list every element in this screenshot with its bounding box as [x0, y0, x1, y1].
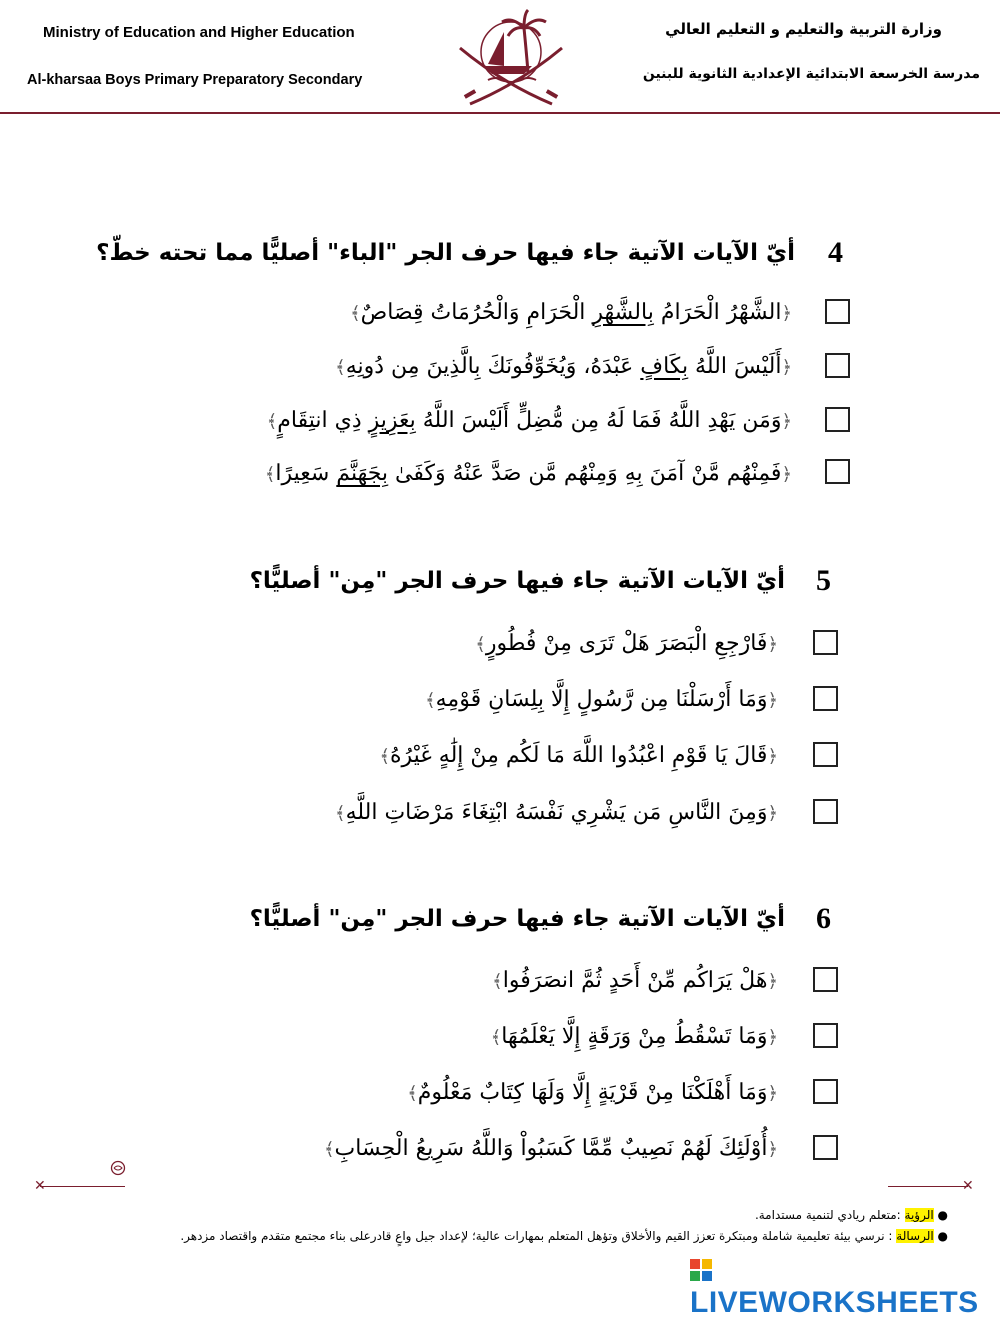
liveworksheets-logo[interactable]: LIVEWORKSHEETS [690, 1252, 1000, 1320]
q5-option-4-text: ﴿وَمِنَ النَّاسِ مَن يَشْرِي نَفْسَهُ ابْتِغَاءَ مَرْضَاتِ اللَّهِ﴾ [335, 800, 778, 825]
footer-ornament-left-icon: ✕ [34, 1178, 46, 1194]
ornament-open-icon: ﴿ [767, 1027, 778, 1048]
ornament-close-icon: ﴾ [335, 357, 346, 378]
footer-divider-right [888, 1186, 968, 1187]
ornament-close-icon: ﴾ [350, 303, 361, 324]
ornament-open-icon: ﴿ [767, 803, 778, 824]
ornament-open-icon: ﴿ [767, 1083, 778, 1104]
q4-option-2-text: ﴿أَلَيْسَ اللَّهُ بِكَافٍ عَبْدَهُ، وَيُخَوِّفُونَكَ بِالَّذِينَ مِن دُونِهِ﴾ [335, 354, 792, 379]
header-divider [0, 112, 1000, 114]
question-4-number: 4 [828, 236, 843, 269]
q4-option-3-checkbox[interactable] [825, 407, 850, 432]
ornament-open-icon: ﴿ [767, 1139, 778, 1160]
vision-label: الرؤية [904, 1208, 934, 1222]
ornament-open-icon: ﴿ [781, 357, 792, 378]
question-4-title: أيّ الآيات الآتية جاء فيها حرف الجر "الباء" أصليًّا مما تحته خطّ؟ [96, 240, 795, 266]
q6-option-4-text: ﴿أُوْلَئِكَ لَهُمْ نَصِيبٌ مِّمَّا كَسَبُواْ وَاللَّهُ سَرِيعُ الْحِسَابِ﴾ [324, 1136, 778, 1161]
q4-option-2-checkbox[interactable] [825, 353, 850, 378]
footer-ornament-right-icon: ✕ [962, 1178, 974, 1194]
q6-option-3-text: ﴿وَمَا أَهْلَكْنَا مِنْ قَرْيَةٍ إِلَّا وَلَهَا كِتَابٌ مَعْلُومٌ﴾ [407, 1080, 778, 1105]
ornament-open-icon: ﴿ [781, 464, 792, 485]
ornament-close-icon: ﴾ [475, 634, 486, 655]
ornament-open-icon: ﴿ [767, 746, 778, 767]
school-name-en: Al-kharsaa Boys Primary Preparatory Secondary [27, 72, 363, 88]
ornament-close-icon: ﴾ [324, 1139, 335, 1160]
q5-option-1-text: ﴿فَارْجِعِ الْبَصَرَ هَلْ تَرَى مِنْ فُطُورٍ﴾ [475, 631, 778, 656]
ornament-close-icon: ﴾ [407, 1083, 418, 1104]
school-name-ar: مدرسة الخرسعة الابتدائية الإعدادية الثانوية للبنين [642, 66, 980, 82]
ornament-close-icon: ﴾ [490, 1027, 502, 1048]
q4-option-4-text: ﴿فَمِنْهُم مَّنْ آمَنَ بِهِ وَمِنْهُم مَّن صَدَّ عَنْهُ وَكَفَىٰ بِجَهَنَّمَ سَعِيرًا﴾ [264, 461, 792, 486]
q4-option-3-text: ﴿وَمَن يَهْدِ اللَّهُ فَمَا لَهُ مِن مُّضِلٍّ أَلَيْسَ اللَّهُ بِعَزِيزٍ ذِي انتِقَامٍ﴾ [266, 408, 792, 433]
q5-option-3-checkbox[interactable] [813, 742, 838, 767]
question-5-number: 5 [816, 564, 831, 597]
question-6-number: 6 [816, 902, 831, 935]
question-5-title: أيّ الآيات الآتية جاء فيها حرف الجر "مِن" أصليًّا؟ [249, 568, 785, 594]
q6-option-2-checkbox[interactable] [813, 1023, 838, 1048]
ornament-open-icon: ﴿ [767, 971, 778, 992]
ornament-close-icon: ﴾ [425, 690, 436, 711]
ornament-open-icon: ﴿ [781, 303, 792, 324]
mission-statement: ● الرسالة : نرسي بيئة تعليمية شاملة ومبتكرة تعزز القيم والأخلاق وتؤهل المتعلم بمهارات عالية؛ لإعداد جيل واعٍ قادرعلى بناء مجتمع متقدم واقتصاد مزدهر. [180, 1229, 948, 1243]
vision-statement: ● الرؤية :متعلم ريادي لتنمية مستدامة. [754, 1208, 948, 1222]
ornament-close-icon: ﴾ [379, 746, 390, 767]
q4-option-1-text: ﴿الشَّهْرُ الْحَرَامُ بِالشَّهْرِ الْحَرَامِ وَالْحُرُمَاتُ قِصَاصٌ﴾ [350, 300, 792, 325]
stamp-icon [110, 1160, 126, 1176]
q6-option-1-text: ﴿هَلْ يَرَاكُم مِّنْ أَحَدٍ ثُمَّ انصَرَفُوا﴾ [492, 968, 778, 993]
q4-option-4-checkbox[interactable] [825, 459, 850, 484]
q5-option-2-checkbox[interactable] [813, 686, 838, 711]
footer-divider-left [40, 1186, 125, 1187]
q5-option-3-text: ﴿قَالَ يَا قَوْمِ اعْبُدُوا اللَّهَ مَا لَكُم مِنْ إِلَٰهٍ غَيْرُهُ﴾ [379, 743, 778, 768]
q6-option-1-checkbox[interactable] [813, 967, 838, 992]
q5-option-2-text: ﴿وَمَا أَرْسَلْنَا مِن رَّسُولٍ إِلَّا بِلِسَانِ قَوْمِهِ﴾ [425, 687, 778, 712]
q6-option-4-checkbox[interactable] [813, 1135, 838, 1160]
q5-option-1-checkbox[interactable] [813, 630, 838, 655]
ministry-name-ar: وزارة التربية والتعليم و التعليم العالي [665, 20, 942, 38]
ornament-open-icon: ﴿ [781, 411, 792, 432]
ornament-close-icon: ﴾ [264, 464, 276, 485]
q5-option-4-checkbox[interactable] [813, 799, 838, 824]
ministry-name-en: Ministry of Education and Higher Education [43, 24, 355, 41]
ornament-open-icon: ﴿ [767, 634, 778, 655]
q4-option-1-checkbox[interactable] [825, 299, 850, 324]
mission-label: الرسالة [896, 1229, 934, 1243]
liveworksheets-grid-icon [690, 1255, 712, 1277]
ornament-open-icon: ﴿ [767, 690, 778, 711]
ornament-close-icon: ﴾ [266, 411, 278, 432]
q6-option-2-text: ﴿وَمَا تَسْقُطُ مِنْ وَرَقَةٍ إِلَّا يَعْلَمُهَا﴾ [490, 1024, 778, 1049]
q6-option-3-checkbox[interactable] [813, 1079, 838, 1104]
ornament-close-icon: ﴾ [335, 803, 346, 824]
ornament-close-icon: ﴾ [492, 971, 503, 992]
question-6-title: أيّ الآيات الآتية جاء فيها حرف الجر "مِن" أصليًّا؟ [249, 906, 785, 932]
qatar-emblem-icon [452, 8, 570, 106]
